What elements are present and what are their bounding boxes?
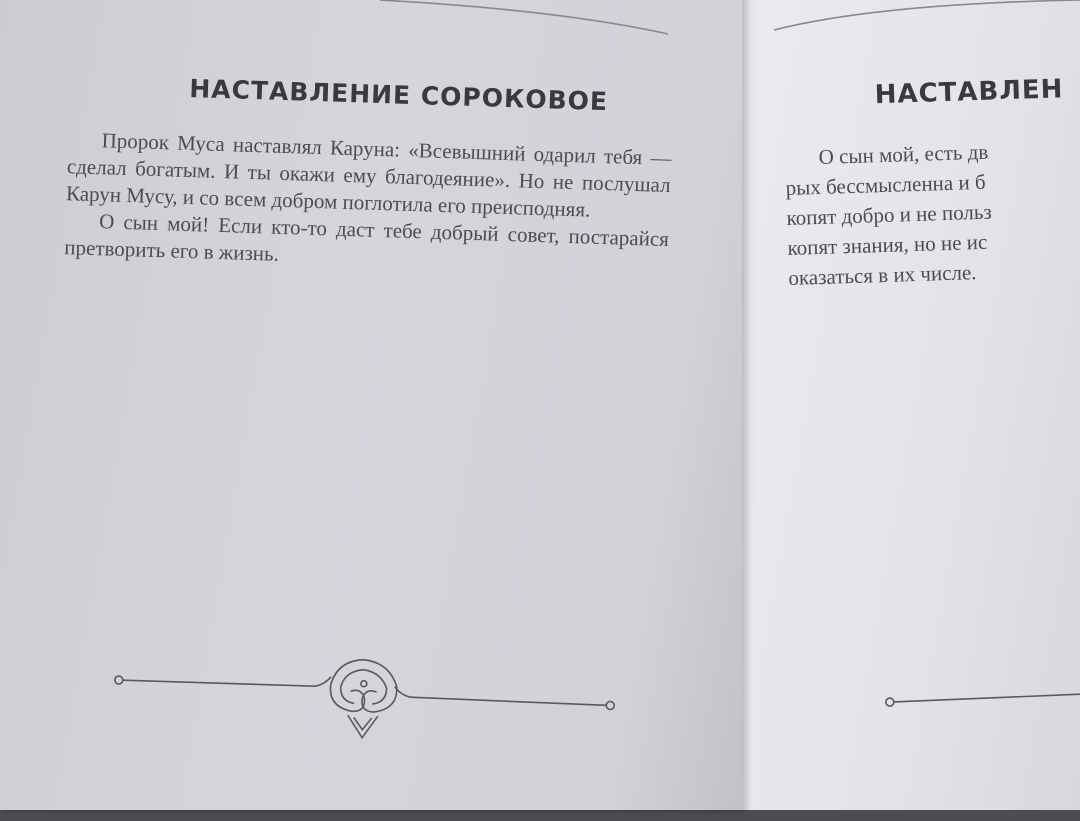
text-line: копят знания, но не ис (787, 229, 988, 261)
text-line: копят добро и не польз (786, 199, 993, 231)
book-gutter (742, 0, 756, 810)
body-text (64, 126, 672, 280)
text-line: оказаться в их числе. (788, 260, 977, 291)
right-page (756, 0, 1080, 810)
ornament-divider-icon (772, 684, 1080, 724)
paragraph: О сын мой! Если кто-то даст тебе добрый совет, постарайся претворить его в жизнь. (63, 209, 670, 266)
paragraph: Пророк Муса наставлял Каруна: «Всевышний одарил тебя — сделал богатым. И ты окажи ему благодеяние». Но не послушал Карун Мусу, и со всем добром поглотила его преисподняя. (65, 128, 672, 222)
body-text (784, 135, 1080, 295)
page-heading: НАСТАВЛЕН (874, 74, 1064, 111)
text-line: рых бессмысленна и б (785, 169, 986, 201)
ornament-divider-icon (109, 648, 632, 754)
text-line: О сын мой, есть дв (818, 139, 989, 170)
page-heading: НАСТАВЛЕНИЕ СОРОКОВОЕ (188, 73, 609, 117)
